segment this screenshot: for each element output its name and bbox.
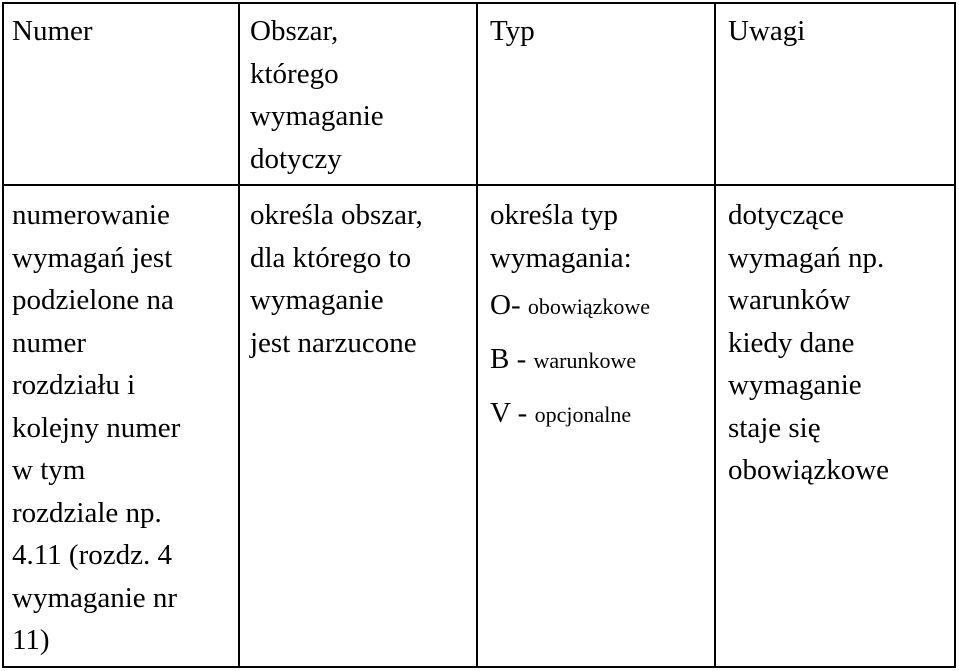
column-divider-3 bbox=[714, 2, 716, 668]
cell-numer-line: podzielone na bbox=[12, 284, 174, 316]
cell-numer-line: w tym bbox=[12, 454, 86, 486]
cell-numer-line: wymagań jest bbox=[12, 241, 173, 274]
cell-uwagi-line: staje się bbox=[728, 411, 821, 444]
cell-uwagi-line: kiedy dane bbox=[728, 326, 855, 359]
type-code: O- bbox=[490, 289, 521, 321]
cell-numer-line: numerowanie bbox=[12, 199, 170, 231]
cell-obszar-line: określa obszar, bbox=[250, 199, 423, 231]
type-label: warunkowe bbox=[533, 348, 637, 373]
header-divider bbox=[2, 184, 956, 186]
header-typ bbox=[490, 10, 535, 53]
type-item-mandatory bbox=[490, 279, 650, 333]
column-divider-2 bbox=[476, 2, 478, 668]
cell-uwagi-line: obowiązkowe bbox=[728, 454, 890, 486]
cell-numer-line: 4.11 (rozdz. 4 bbox=[12, 539, 172, 571]
cell-uwagi-line: wymagań np. bbox=[728, 241, 885, 274]
cell-numer bbox=[12, 194, 180, 662]
header-obszar-line: wymaganie bbox=[250, 100, 384, 132]
cell-numer-line: wymaganie nr bbox=[12, 581, 178, 614]
cell-typ bbox=[490, 194, 650, 441]
header-typ-text: Typ bbox=[490, 15, 535, 47]
type-label: opcjonalne bbox=[534, 402, 632, 427]
cell-obszar-line: dla którego to bbox=[250, 241, 412, 274]
type-item-optional bbox=[490, 387, 650, 441]
cell-uwagi bbox=[728, 194, 889, 492]
cell-numer-line: rozdziału i bbox=[12, 369, 136, 401]
type-item-conditional bbox=[490, 333, 650, 387]
header-numer bbox=[12, 10, 93, 53]
cell-typ-intro-line: określa typ bbox=[490, 199, 619, 231]
type-code: V - bbox=[490, 397, 528, 429]
cell-numer-line: numer bbox=[12, 326, 87, 359]
cell-obszar-line: jest narzucone bbox=[250, 326, 417, 359]
header-uwagi bbox=[728, 10, 805, 53]
column-divider-1 bbox=[238, 2, 240, 668]
type-code: B - bbox=[490, 343, 527, 375]
header-numer-text: Numer bbox=[12, 15, 93, 47]
cell-obszar-line: wymaganie bbox=[250, 284, 384, 316]
header-obszar-line: Obszar, bbox=[250, 15, 339, 47]
cell-uwagi-line: wymaganie bbox=[728, 369, 862, 401]
header-uwagi-text: Uwagi bbox=[728, 15, 806, 47]
type-label: obowiązkowe bbox=[527, 294, 651, 319]
header-obszar bbox=[250, 10, 384, 180]
cell-obszar bbox=[250, 194, 423, 364]
cell-typ-intro-line: wymagania: bbox=[490, 241, 632, 274]
cell-numer-line: rozdziale np. bbox=[12, 496, 162, 529]
cell-numer-line: kolejny numer bbox=[12, 411, 181, 444]
header-obszar-line: dotyczy bbox=[250, 142, 342, 175]
cell-numer-line: 11) bbox=[12, 624, 50, 656]
cell-uwagi-line: dotyczące bbox=[728, 199, 844, 231]
cell-uwagi-line: warunków bbox=[728, 284, 851, 316]
header-obszar-line: którego bbox=[250, 57, 339, 90]
